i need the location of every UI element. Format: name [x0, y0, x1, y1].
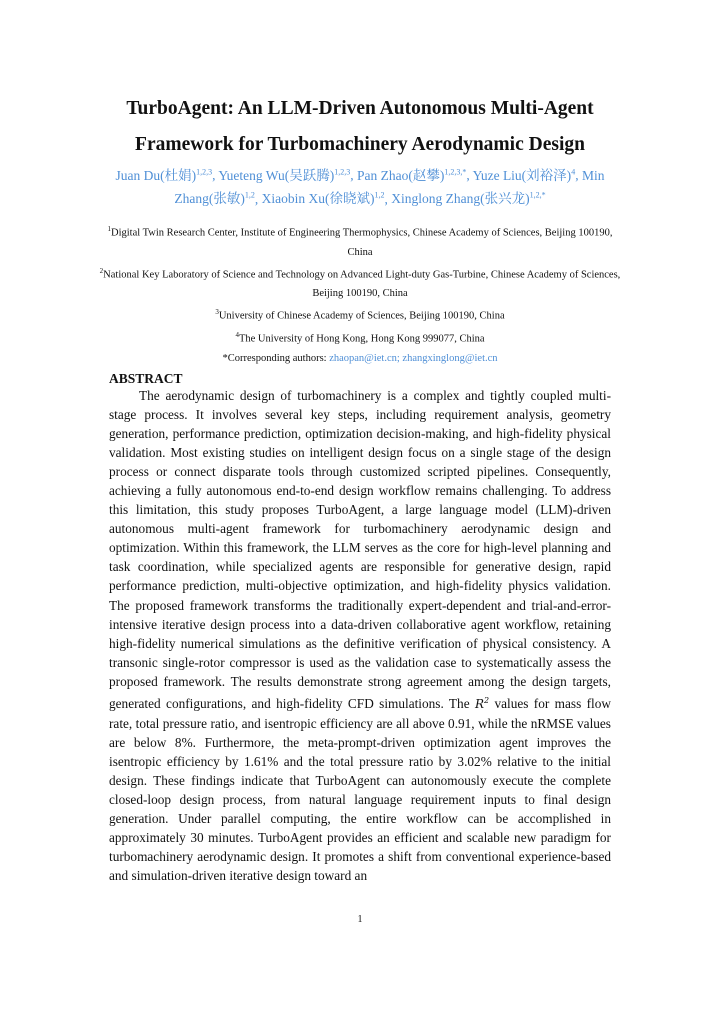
- corresponding-label: *Corresponding authors:: [222, 352, 330, 364]
- author-affiliation-marks: 4: [571, 167, 576, 176]
- affiliation-number: 2: [99, 266, 104, 275]
- title-line-1: TurboAgent: An LLM-Driven Autonomous Multi-Agent: [126, 98, 594, 119]
- affiliation: [95, 262, 625, 304]
- page-number: 1: [357, 914, 363, 925]
- author-affiliation-marks: 1,2,*: [529, 190, 546, 200]
- author-name: Min Zhang(张敏): [174, 167, 605, 206]
- author-separator: ,: [575, 167, 582, 183]
- affiliation-number: 1: [107, 225, 111, 233]
- author-name: Xiaobin Xu(徐晓斌): [261, 191, 375, 206]
- abstract-heading: ABSTRACT: [109, 371, 183, 386]
- r-squared-symbol: $R^2$: [474, 695, 490, 711]
- affiliation-text: The University of Hong Kong, Hong Kong 999077, China: [238, 333, 485, 345]
- affiliation-text: University of Chinese Academy of Sciences, Beijing 100190, China: [218, 310, 505, 322]
- author-name: Xinglong Zhang(张兴龙): [391, 191, 530, 206]
- author: [391, 191, 545, 206]
- affiliation: [95, 220, 625, 262]
- author-list: [100, 162, 620, 209]
- author: [218, 168, 350, 183]
- author-name: Yuze Liu(刘裕泽): [472, 167, 572, 183]
- author-separator: ,: [384, 191, 392, 206]
- author-affiliation-marks: 1,2,3,*: [444, 167, 467, 176]
- corresponding-authors: [95, 349, 625, 368]
- abstract-text-part-2: values for mass flow rate, total pressure ratio, and isentropic efficiency are all above 0.91, while the nRMSE values are below 8%. Furthermore, the meta-prompt-driven optimization agent improves the isentropic efficiency by 1.61% and the total pressure ratio by 3.02% relative to the initial design. These findings indicate that TurboAgent can autonomously execute the complete closed-loop design process, from natural language requirement inputs to final design generation. Under parallel computing, the entire workflow can be accomplished in approximately 30 minutes. TurboAgent provides an efficient and scalable new paradigm for turbomachinery aerodynamic design. It promotes a shift from conventional experience-based and simulation-driven iterative design toward an: [109, 695, 612, 884]
- affiliation-number: 3: [215, 308, 219, 317]
- affiliation: [95, 303, 625, 326]
- author-separator: ,: [466, 167, 473, 183]
- author-separator: ,: [350, 167, 357, 183]
- paper-title: [60, 91, 660, 163]
- affiliation: [95, 326, 625, 349]
- author-affiliation-marks: 1,2: [244, 190, 255, 200]
- author-name: Yueteng Wu(吴跃腾): [218, 167, 335, 183]
- affiliations: [95, 220, 625, 368]
- author-affiliation-marks: 1,2,3: [196, 167, 213, 176]
- author: [116, 168, 213, 183]
- abstract-body: [109, 386, 611, 885]
- author: [473, 168, 576, 183]
- affiliation-list: [95, 220, 625, 349]
- affiliation-text: Digital Twin Research Center, Institute of Engineering Thermophysics, Chinese Academy of Sciences, Beijing 100190, China: [111, 227, 613, 258]
- abstract-text-part-1: The aerodynamic design of turbomachinery is a complex and tightly coupled multi-stage process. It involves several key steps, including requirement analysis, geometry generation, performance prediction, optimization decision-making, and high-fidelity physical validation. Most existing studies on intelligent design focus on a single stage of the design process or connect disparate tools through customized scripted pipelines. Consequently, achieving a fully autonomous end-to-end design workflow remains challenging. To address this limitation, this study proposes TurboAgent, a large language model (LLM)-driven autonomous multi-agent framework for turbomachinery aerodynamic design and optimization. Within this framework, the LLM serves as the core for high-level planning and task coordination, while specialized agents are responsible for generative design, rapid performance prediction, multi-objective optimization, and high-fidelity physics validation. The proposed framework transforms the traditionally expert-dependent and trial-and-error-intensive iterative design process into a data-driven collaborative agent workflow, retaining high-fidelity numerical simulations as the definitive verification of physical consistency. A transonic single-rotor compressor is used as the validation case to systematically assess the proposed framework. The results demonstrate strong agreement among the design targets, generated configurations, and high-fidelity CFD simulations. The: [109, 388, 611, 711]
- author-affiliation-marks: 1,2,3: [334, 167, 351, 176]
- affiliation-text: National Key Laboratory of Science and Technology on Advanced Light-duty Gas-Turbine, Chinese Academy of Sciences, Beijing 100190, China: [103, 269, 621, 300]
- author: [262, 191, 385, 206]
- affiliation-number: 4: [235, 330, 239, 339]
- corresponding-emails[interactable]: zhaopan@iet.cn; zhangxinglong@iet.cn: [329, 352, 498, 364]
- author-name: Pan Zhao(赵攀): [356, 167, 445, 183]
- title-line-2: Framework for Turbomachinery Aerodynamic Design: [135, 134, 585, 155]
- author: [357, 168, 466, 183]
- author-separator: ,: [212, 167, 219, 183]
- author-separator: ,: [254, 191, 262, 206]
- author-name: Juan Du(杜娟): [115, 167, 197, 183]
- author-affiliation-marks: 1,2: [374, 190, 385, 200]
